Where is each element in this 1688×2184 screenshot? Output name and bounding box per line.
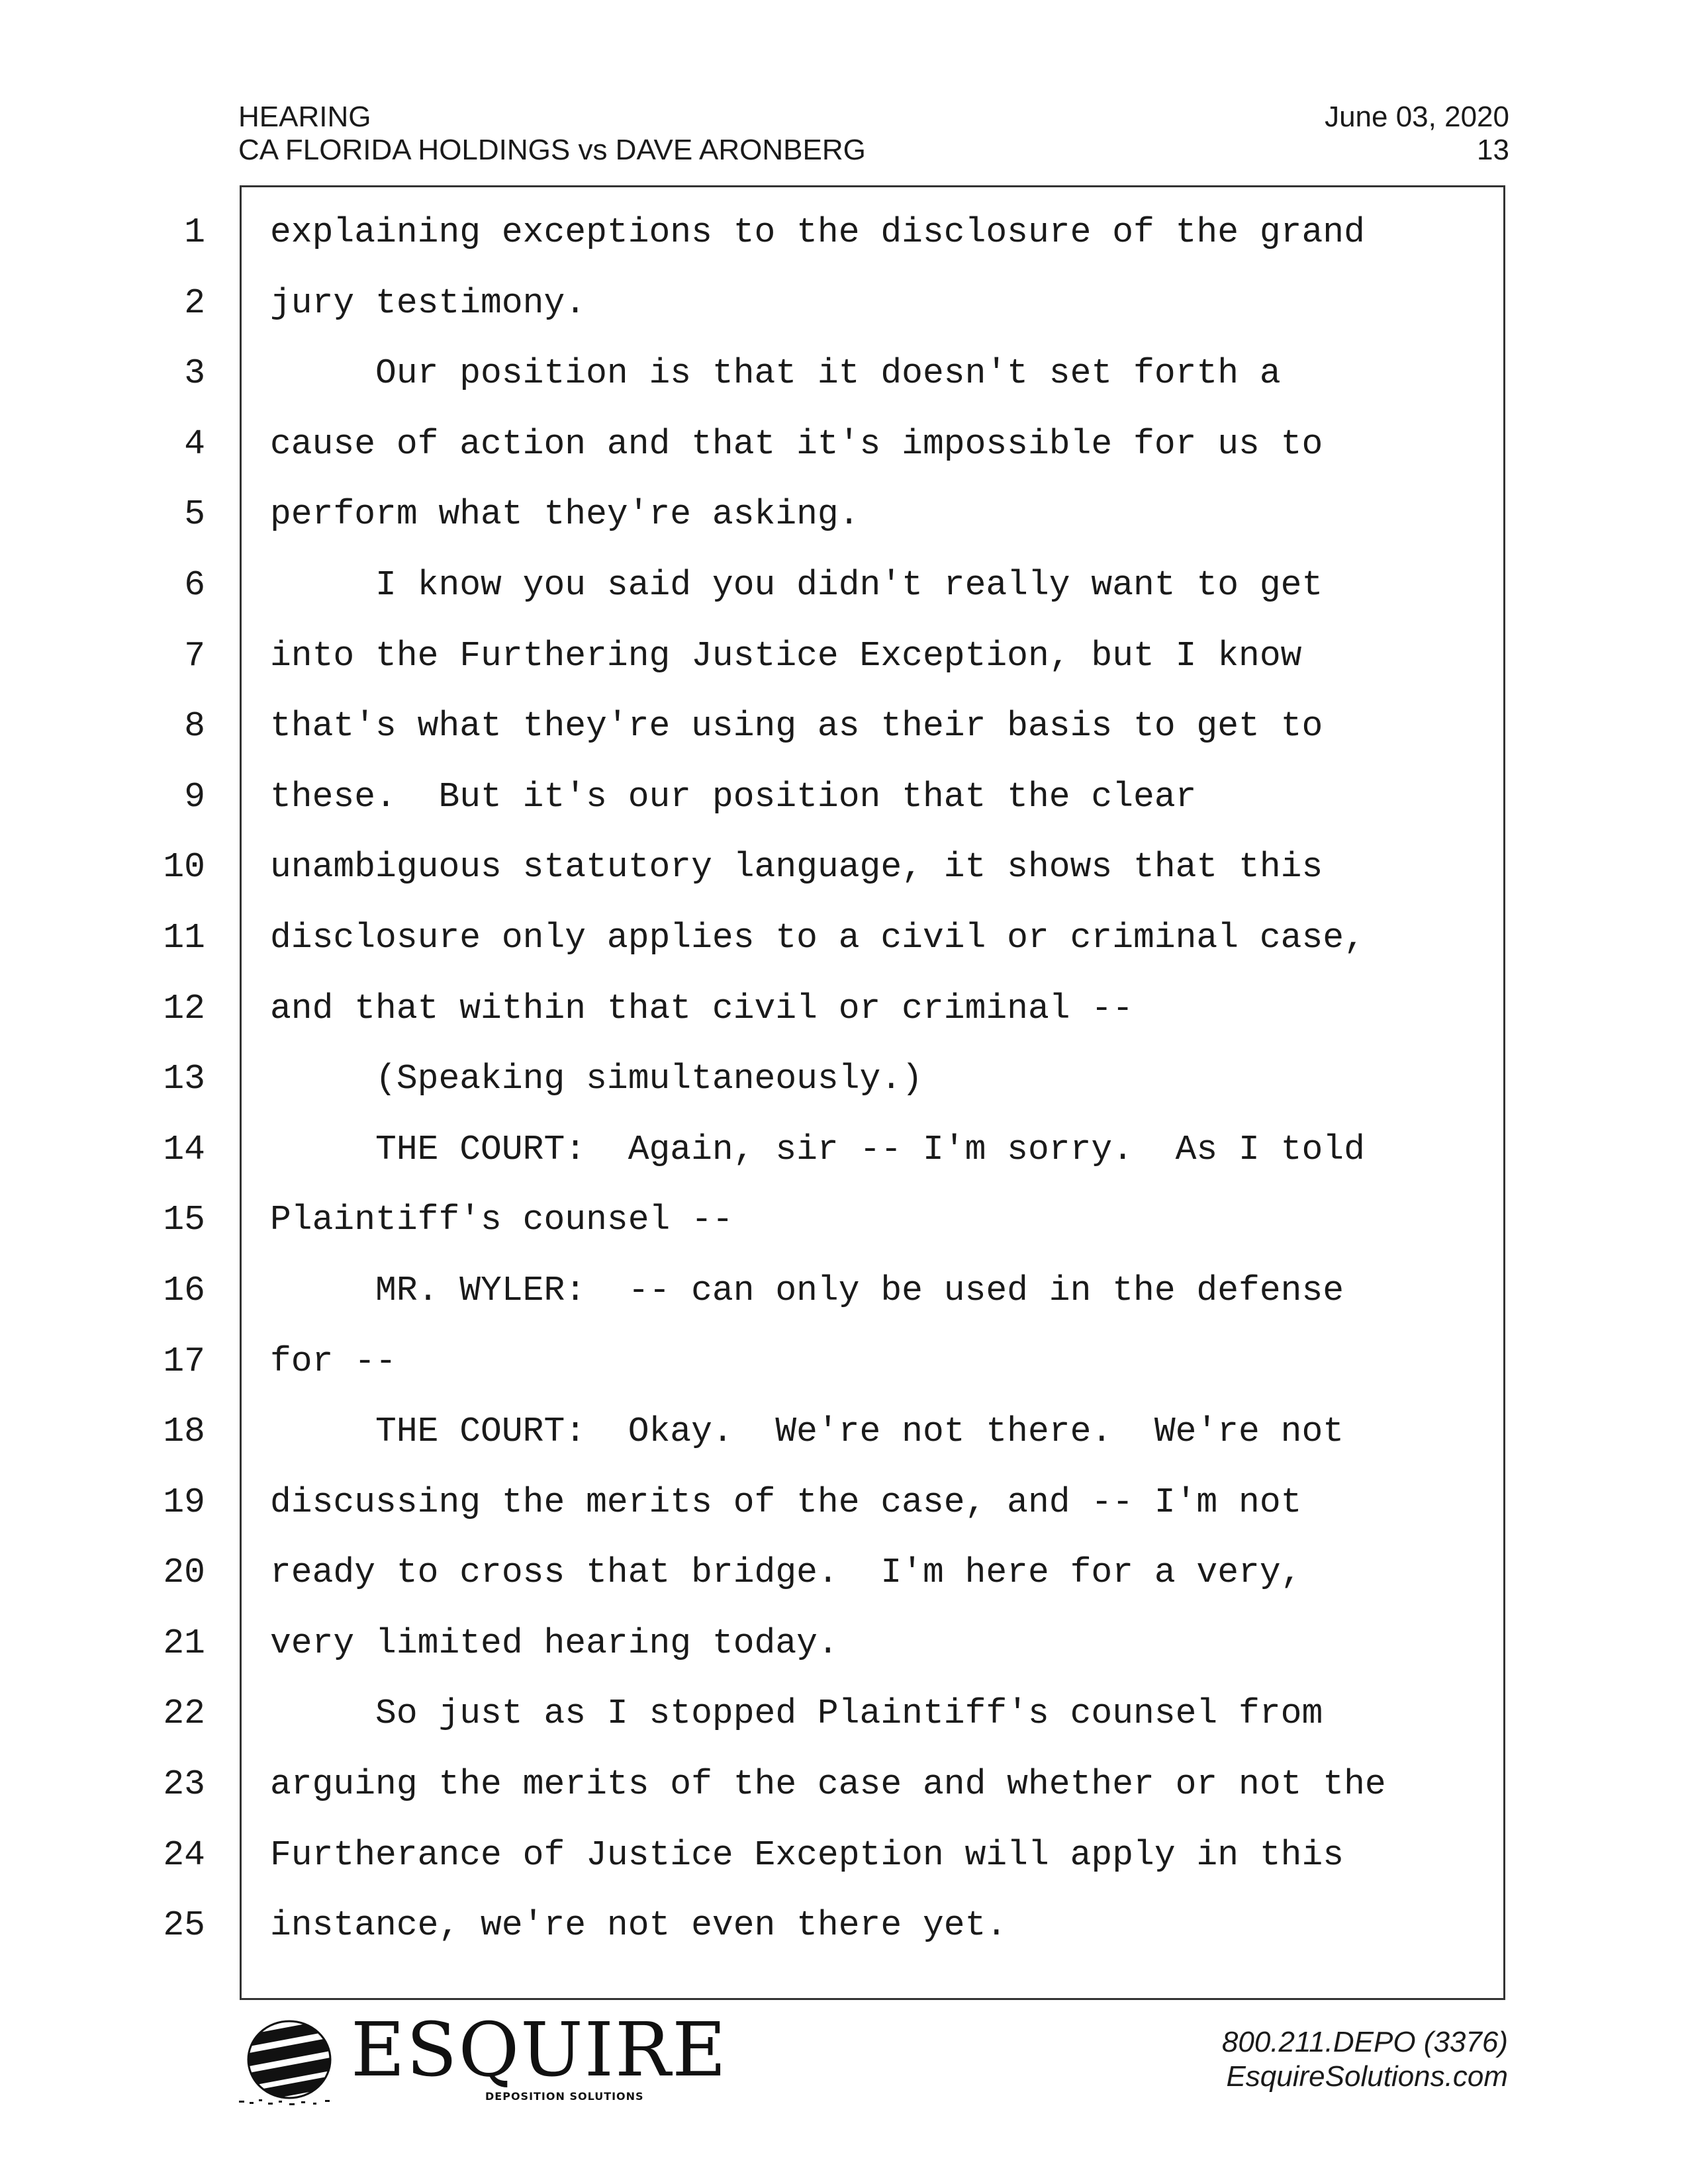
line-number: 11: [163, 917, 205, 958]
line-text: for --: [270, 1341, 397, 1381]
line-text: discussing the merits of the case, and -- I'm not: [270, 1482, 1302, 1522]
page-number: 13: [1477, 134, 1509, 166]
line-text: I know you said you didn't really want to get: [270, 565, 1323, 605]
line-number: 3: [184, 353, 205, 394]
line-number: 18: [163, 1412, 205, 1452]
line-number: 15: [163, 1200, 205, 1240]
transcript-line: [0, 1396, 1688, 1467]
phone-number: 800.211.DEPO (3376): [1221, 2026, 1508, 2058]
line-text: instance, we're not even there yet.: [270, 1905, 1008, 1946]
line-number: 23: [163, 1764, 205, 1805]
transcript-line: [0, 550, 1688, 621]
line-text: THE COURT: Okay. We're not there. We're not: [270, 1412, 1344, 1452]
transcript-line: [0, 1467, 1688, 1538]
hearing-title: HEARING: [238, 101, 371, 133]
transcript-line: [0, 1044, 1688, 1115]
line-number: 10: [163, 847, 205, 887]
line-text: that's what they're using as their basis to get to: [270, 706, 1323, 747]
line-text: MR. WYLER: -- can only be used in the defense: [270, 1270, 1344, 1310]
transcript-line: [0, 1255, 1688, 1326]
line-number: 7: [184, 635, 205, 676]
line-number: 6: [184, 565, 205, 605]
website-url: EsquireSolutions.com: [1226, 2060, 1508, 2093]
line-text: unambiguous statutory language, it shows that this: [270, 847, 1323, 887]
line-number: 17: [163, 1341, 205, 1381]
transcript-line: [0, 1678, 1688, 1749]
line-text: into the Furthering Justice Exception, but I know: [270, 635, 1302, 676]
transcript-line: [0, 1820, 1688, 1891]
hearing-date: June 03, 2020: [1325, 101, 1509, 133]
transcript-lines: [0, 197, 1688, 1961]
line-text: arguing the merits of the case and whether or not the: [270, 1764, 1386, 1805]
header-row-1: [238, 101, 1509, 134]
line-number: 8: [184, 706, 205, 747]
logo-wordmark: ESQUIRE: [351, 2007, 728, 2093]
line-number: 25: [163, 1905, 205, 1946]
line-number: 20: [163, 1553, 205, 1593]
esquire-logo: [235, 2007, 728, 2111]
transcript-line: [0, 1537, 1688, 1608]
line-text: disclosure only applies to a civil or criminal case,: [270, 917, 1365, 958]
case-name: CA FLORIDA HOLDINGS vs DAVE ARONBERG: [238, 134, 866, 166]
header-row-2: [238, 134, 1509, 167]
line-number: 21: [163, 1623, 205, 1663]
transcript-line: [0, 1115, 1688, 1185]
line-text: these. But it's our position that the clear: [270, 776, 1197, 817]
line-number: 5: [184, 494, 205, 535]
line-text: cause of action and that it's impossible for us to: [270, 424, 1323, 464]
contact-info: [1222, 2025, 1508, 2094]
line-number: 4: [184, 424, 205, 464]
transcript-line: [0, 832, 1688, 903]
transcript-line: [0, 1608, 1688, 1679]
transcript-line: [0, 621, 1688, 692]
transcript-line: [0, 1890, 1688, 1961]
line-text: explaining exceptions to the disclosure of the grand: [270, 212, 1365, 252]
page-header: [238, 101, 1509, 167]
transcript-line: [0, 268, 1688, 339]
line-number: 13: [163, 1059, 205, 1099]
line-text: THE COURT: Again, sir -- I'm sorry. As I told: [270, 1129, 1365, 1169]
line-number: 14: [163, 1129, 205, 1169]
line-text: very limited hearing today.: [270, 1623, 839, 1663]
logo-subtitle: DEPOSITION SOLUTIONS: [485, 2090, 644, 2103]
transcript-line: [0, 409, 1688, 480]
line-text: and that within that civil or criminal --: [270, 988, 1134, 1028]
line-text: Furtherance of Justice Exception will apply in this: [270, 1835, 1344, 1875]
line-number: 22: [163, 1694, 205, 1734]
line-number: 2: [184, 283, 205, 323]
transcript-line: [0, 903, 1688, 974]
line-text: Plaintiff's counsel --: [270, 1200, 733, 1240]
line-number: 1: [184, 212, 205, 252]
transcript-line: [0, 1749, 1688, 1820]
transcript-line: [0, 691, 1688, 762]
transcript-line: [0, 762, 1688, 833]
line-number: 24: [163, 1835, 205, 1875]
line-text: Our position is that it doesn't set forth a: [270, 353, 1281, 394]
line-text: So just as I stopped Plaintiff's counsel from: [270, 1694, 1323, 1734]
transcript-line: [0, 338, 1688, 409]
transcript-line: [0, 1326, 1688, 1397]
line-number: 16: [163, 1270, 205, 1310]
line-text: ready to cross that bridge. I'm here for a very,: [270, 1553, 1302, 1593]
line-number: 19: [163, 1482, 205, 1522]
line-number: 9: [184, 776, 205, 817]
transcript-line: [0, 1185, 1688, 1255]
line-number: 12: [163, 988, 205, 1028]
page-footer: [0, 2007, 1688, 2111]
striped-globe-icon: [235, 2015, 341, 2107]
line-text: (Speaking simultaneously.): [270, 1059, 923, 1099]
line-text: jury testimony.: [270, 283, 586, 323]
line-text: perform what they're asking.: [270, 494, 860, 535]
transcript-line: [0, 974, 1688, 1044]
transcript-line: [0, 197, 1688, 268]
transcript-line: [0, 479, 1688, 550]
